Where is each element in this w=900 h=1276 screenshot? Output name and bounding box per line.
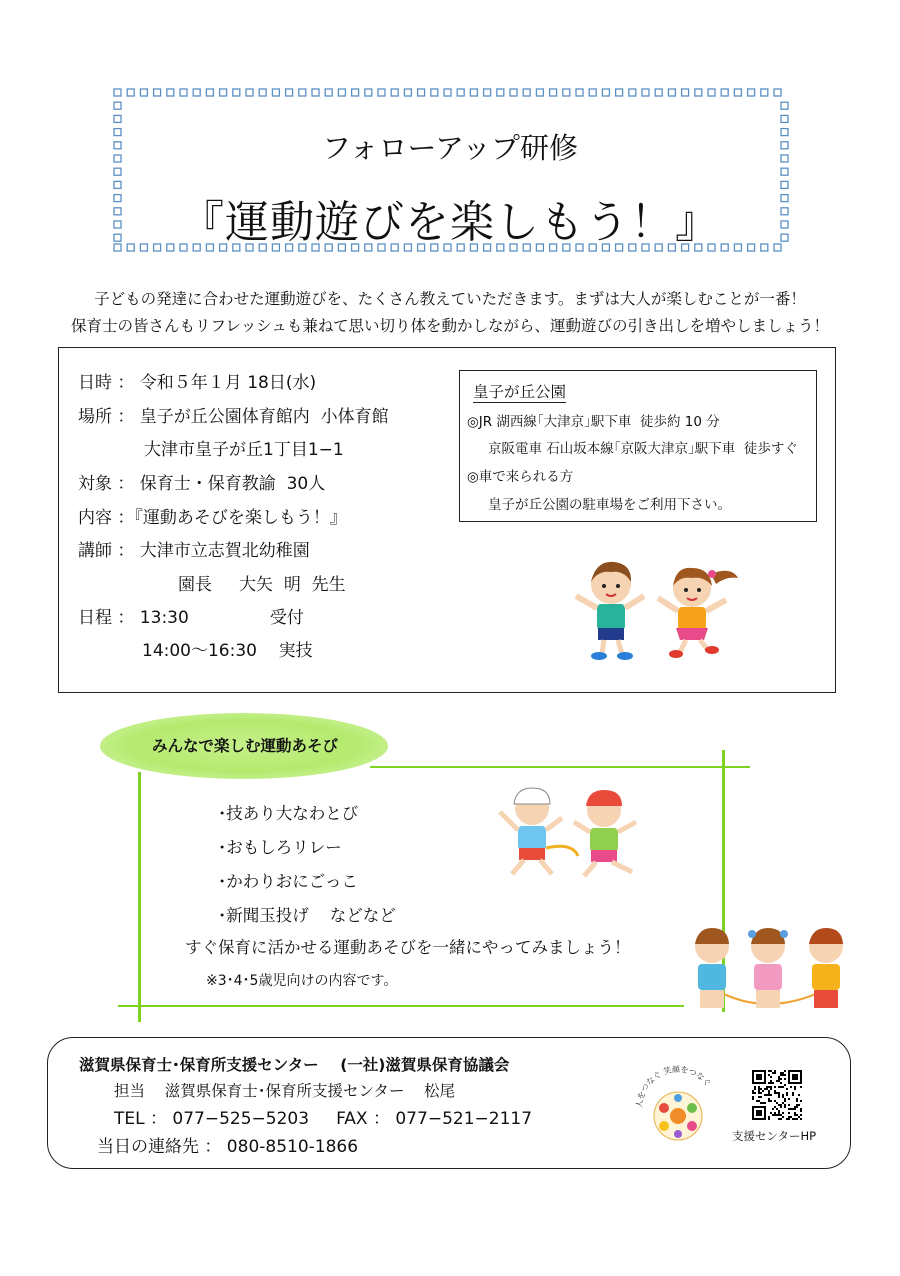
footer-contact: 担当 滋賀県保育士･保育所支援センター 松尾	[114, 1082, 456, 1100]
access-title: 皇子が丘公園	[473, 380, 566, 403]
qr-code-icon[interactable]	[752, 1070, 802, 1120]
footer-tel-fax: TEL ： 077−525−5203 FAX ： 077−521−2117	[114, 1109, 533, 1129]
game-item: ･技あり大なわとび	[218, 804, 359, 823]
subtitle: フォローアップ研修	[321, 131, 579, 165]
info-lecturer: 講師 ： 大津市立志賀北幼稚園	[78, 541, 310, 561]
info-target: 対象 ： 保育士・保育教諭 30人	[78, 474, 326, 494]
info-schedule-2: 14:00～16:30 実技	[142, 641, 313, 661]
footer-org: 滋賀県保育士･保育所支援センター (一社)滋賀県保育協議会	[79, 1056, 510, 1074]
hp-label: 支援センターHP	[732, 1129, 817, 1143]
children-illustration-3	[686, 924, 856, 1018]
children-illustration-2	[492, 782, 662, 882]
game-item: ･新聞玉投げ などなど	[218, 906, 396, 925]
games-age-note: ※3･4･5歳児向けの内容です。	[206, 973, 398, 989]
game-item: ･おもしろリレー	[218, 838, 342, 857]
info-date: 日時 ： 令和５年１月 18日(水)	[78, 373, 317, 393]
games-note: すぐ保育に活かせる運動あそびを一緒にやってみましょう！	[185, 938, 631, 957]
game-item: ･かわりおにごっこ	[218, 872, 358, 891]
center-logo	[634, 1064, 722, 1150]
intro-line-2: 保育士の皆さんもリフレッシュも兼ねて思い切り体を動かしながら、運動遊びの引き出しを増やしましょう！	[70, 317, 830, 335]
intro-line-1: 子どもの発達に合わせた運動遊びを、たくさん教えていただきます。まずは大人が楽しむことが一番！	[94, 290, 806, 308]
access-line-2: 京阪電車 石山坂本線｢京阪大津京｣駅下車 徒歩すぐ	[488, 441, 798, 457]
info-schedule-1: 日程 ： 13:30 受付	[78, 608, 304, 628]
info-content: 内容 ：『運動あそびを楽しもう！』	[78, 508, 347, 528]
frame-line-left	[138, 772, 141, 1022]
access-line-3: ◎車で来られる方	[467, 469, 574, 485]
access-line-1: ◎JR 湖西線｢大津京｣駅下車 徒歩約 10 分	[467, 414, 720, 430]
games-title: みんなで楽しむ運動あそび	[151, 737, 338, 755]
info-address: 大津市皇子が丘1丁目1−1	[144, 440, 344, 460]
access-line-4: 皇子が丘公園の駐車場をご利用下さい。	[488, 497, 731, 513]
frame-line-bottom	[118, 1005, 684, 1007]
info-lecturer-name: 園長 大矢 明 先生	[178, 575, 346, 595]
frame-line-top	[370, 766, 750, 768]
footer-day-contact: 当日の連絡先 ： 080-8510-1866	[97, 1137, 359, 1157]
svg-text:人をつなぐ 笑顔をつなぐ: 人をつなぐ 笑顔をつなぐ	[634, 1064, 713, 1109]
children-illustration-1	[566, 556, 746, 664]
page-title: 『運動遊びを楽しもう！』	[180, 197, 720, 248]
info-place: 場所 ： 皇子が丘公園体育館内 小体育館	[78, 407, 389, 427]
